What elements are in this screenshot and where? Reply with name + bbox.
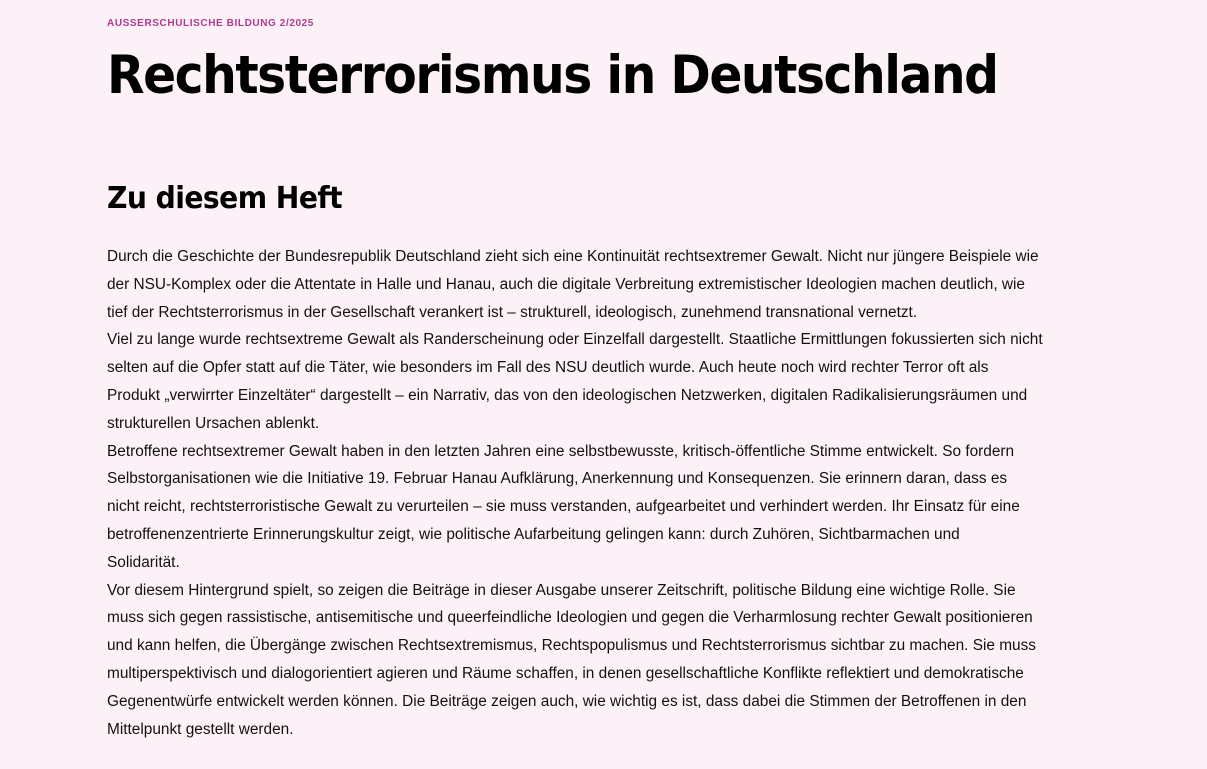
section-heading: Zu diesem Heft <box>107 181 343 216</box>
body-line: Produkt „verwirrter Einzeltäter“ dargestellt – ein Narrativ, das von den ideologischen Netzwerken, digitalen Radikalisierungsräumen und <box>107 386 1028 404</box>
body-line: selten auf die Opfer statt auf die Täter, wie besonders im Fall des NSU deutlich wurde. Auch heute noch wird rechter Terror oft als <box>107 359 989 377</box>
body-line: und kann helfen, die Übergänge zwischen Rechtsextremismus, Rechtspopulismus und Rechtsterrorismus sichtbar zu machen. Sie muss <box>107 637 1036 655</box>
body-line: strukturellen Ursachen ablenkt. <box>107 414 320 432</box>
body-line: betroffenenzentrierte Erinnerungskultur zeigt, wie politische Aufarbeitung gelingen kann: durch Zuhören, Sichtbarmachen und <box>107 525 960 543</box>
body-line: Betroffene rechtsextremer Gewalt haben in den letzten Jahren eine selbstbewusste, kritisch-öffentliche Stimme entwickelt. So fordern <box>107 442 1015 460</box>
body-line: multiperspektivisch und dialogorientiert agieren und Räume schaffen, in denen gesellschaftliche Konflikte reflektiert und demokratische <box>107 664 1024 682</box>
body-line: Gegenentwürfe entwickelt werden können. Die Beiträge zeigen auch, wie wichtig es ist, dass dabei die Stimmen der Betroffenen in den <box>107 692 1027 710</box>
body-line: nicht reicht, rechtsterroristische Gewalt zu verurteilen – sie muss verstanden, aufgearbeitet und verhindert werden. Ihr Einsatz für eine <box>107 498 1020 516</box>
body-line: Mittelpunkt gestellt werden. <box>107 720 294 738</box>
body-text <box>107 243 1107 743</box>
body-line: der NSU-Komplex oder die Attentate in Halle und Hanau, auch die digitale Verbreitung extremistischer Ideologien machen deutlich, wie <box>107 275 1025 293</box>
body-line: Durch die Geschichte der Bundesrepublik Deutschland zieht sich eine Kontinuität rechtsextremer Gewalt. Nicht nur jüngere Beispiele wie <box>107 248 1039 265</box>
body-line: Selbstorganisationen wie die Initiative 19. Februar Hanau Aufklärung, Anerkennung und Konsequenzen. Sie erinnern daran, dass es <box>107 470 1008 488</box>
body-line: muss sich gegen rassistische, antisemitische und queerfeindliche Ideologien und gegen die Verharmlosung rechter Gewalt positionieren <box>107 609 1033 627</box>
page-title: Rechtsterrorismus in Deutschland <box>107 45 998 106</box>
body-line: Solidarität. <box>107 553 180 571</box>
body-line: tief der Rechtsterrorismus in der Gesellschaft verankert ist – strukturell, ideologisch, zunehmend transnational vernetzt. <box>107 303 918 321</box>
body-line: Vor diesem Hintergrund spielt, so zeigen die Beiträge in dieser Ausgabe unserer Zeitschrift, politische Bildung eine wichtige Rolle. Sie <box>107 581 1016 599</box>
publication-label: AUSSERSCHULISCHE BILDUNG 2/2025 <box>107 18 314 29</box>
body-line: Viel zu lange wurde rechtsextreme Gewalt als Randerscheinung oder Einzelfall dargestellt. Staatliche Ermittlungen fokussierten sich nicht <box>107 331 1043 349</box>
